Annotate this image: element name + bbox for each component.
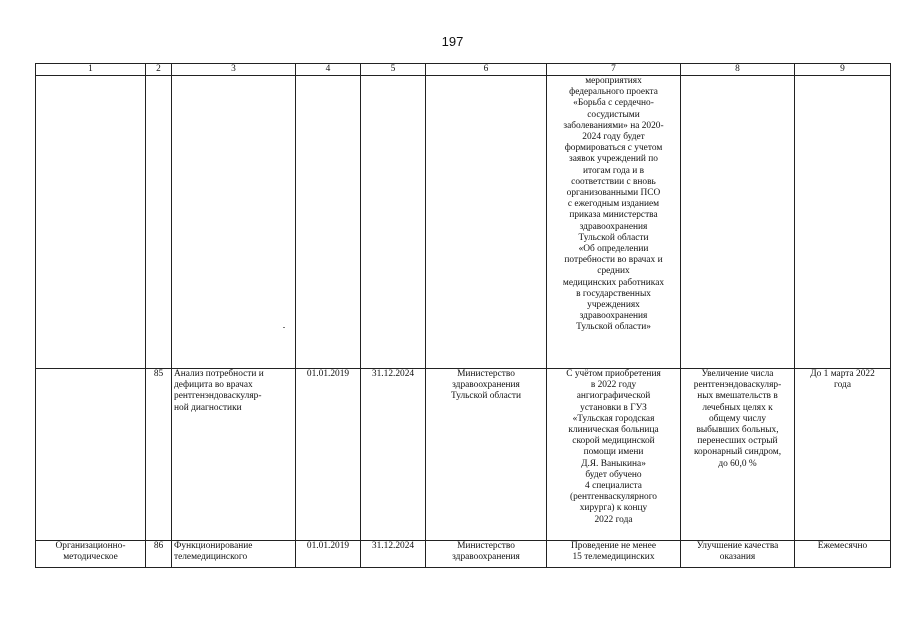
direction-cell bbox=[36, 369, 146, 541]
description-cell: мероприятиях федерального проекта «Борьба с сердечно- сосудистыми заболеваниями» на 2020- 2024 году будет формироваться с учетом заявок учреждений по итогам года и в соответствии с вновь организованными ПСО с ежегодным изданием приказа министерства здравоохранения Тульской области «Об определении потребности во врачах и средних медицинских работниках в государственных учреждениях здравоохранения Тульской области» bbox=[547, 76, 681, 369]
activity-cell bbox=[172, 76, 296, 369]
column-number: 3 bbox=[172, 64, 296, 76]
column-number: 9 bbox=[795, 64, 891, 76]
end-date-cell: 31.12.2024 bbox=[361, 541, 426, 568]
deadline-cell: До 1 марта 2022 года bbox=[795, 369, 891, 541]
table-row bbox=[36, 541, 891, 568]
start-date-cell bbox=[296, 76, 361, 369]
table-row bbox=[36, 369, 891, 541]
start-date-cell: 01.01.2019 bbox=[296, 541, 361, 568]
column-number: 1 bbox=[36, 64, 146, 76]
result-cell bbox=[681, 76, 795, 369]
page-number: 197 bbox=[441, 34, 464, 49]
deadline-cell bbox=[795, 76, 891, 369]
activity-cell: Анализ потребности и дефицита во врачах рентгенэндоваскуляр- ной диагностики bbox=[172, 369, 296, 541]
activity-cell: Функционирование телемедицинского bbox=[172, 541, 296, 568]
number-cell: 86 bbox=[146, 541, 172, 568]
number-cell: 85 bbox=[146, 369, 172, 541]
column-number: 4 bbox=[296, 64, 361, 76]
number-cell bbox=[146, 76, 172, 369]
responsible-cell: Министерство здравоохранения Тульской области bbox=[426, 369, 547, 541]
result-cell: Улучшение качества оказания bbox=[681, 541, 795, 568]
direction-cell bbox=[36, 76, 146, 369]
result-cell: Увеличение числа рентгенэндоваскуляр- ных вмешательств в лечебных целях к общему числу выбывших больных, перенесших острый коронарный синдром, до 60,0 % bbox=[681, 369, 795, 541]
column-number: 8 bbox=[681, 64, 795, 76]
deadline-cell: Ежемесячно bbox=[795, 541, 891, 568]
column-number: 7 bbox=[547, 64, 681, 76]
column-number: 2 bbox=[146, 64, 172, 76]
responsible-cell: Министерство здравоохранения bbox=[426, 541, 547, 568]
scan-speck bbox=[283, 327, 285, 328]
end-date-cell bbox=[361, 76, 426, 369]
column-number: 6 bbox=[426, 64, 547, 76]
column-number-row bbox=[36, 64, 891, 76]
measures-table bbox=[35, 63, 891, 568]
description-cell: Проведение не менее 15 телемедицинских bbox=[547, 541, 681, 568]
end-date-cell: 31.12.2024 bbox=[361, 369, 426, 541]
column-number: 5 bbox=[361, 64, 426, 76]
description-cell: С учётом приобретения в 2022 году ангиографической установки в ГУЗ «Тульская городская клиническая больница скорой медицинской помощи имени Д.Я. Ваныкина» будет обучено 4 специалиста (рентгенваскулярного хирурга) к концу 2022 года bbox=[547, 369, 681, 541]
direction-cell: Организационно- методическое bbox=[36, 541, 146, 568]
start-date-cell: 01.01.2019 bbox=[296, 369, 361, 541]
responsible-cell bbox=[426, 76, 547, 369]
table-row bbox=[36, 76, 891, 369]
